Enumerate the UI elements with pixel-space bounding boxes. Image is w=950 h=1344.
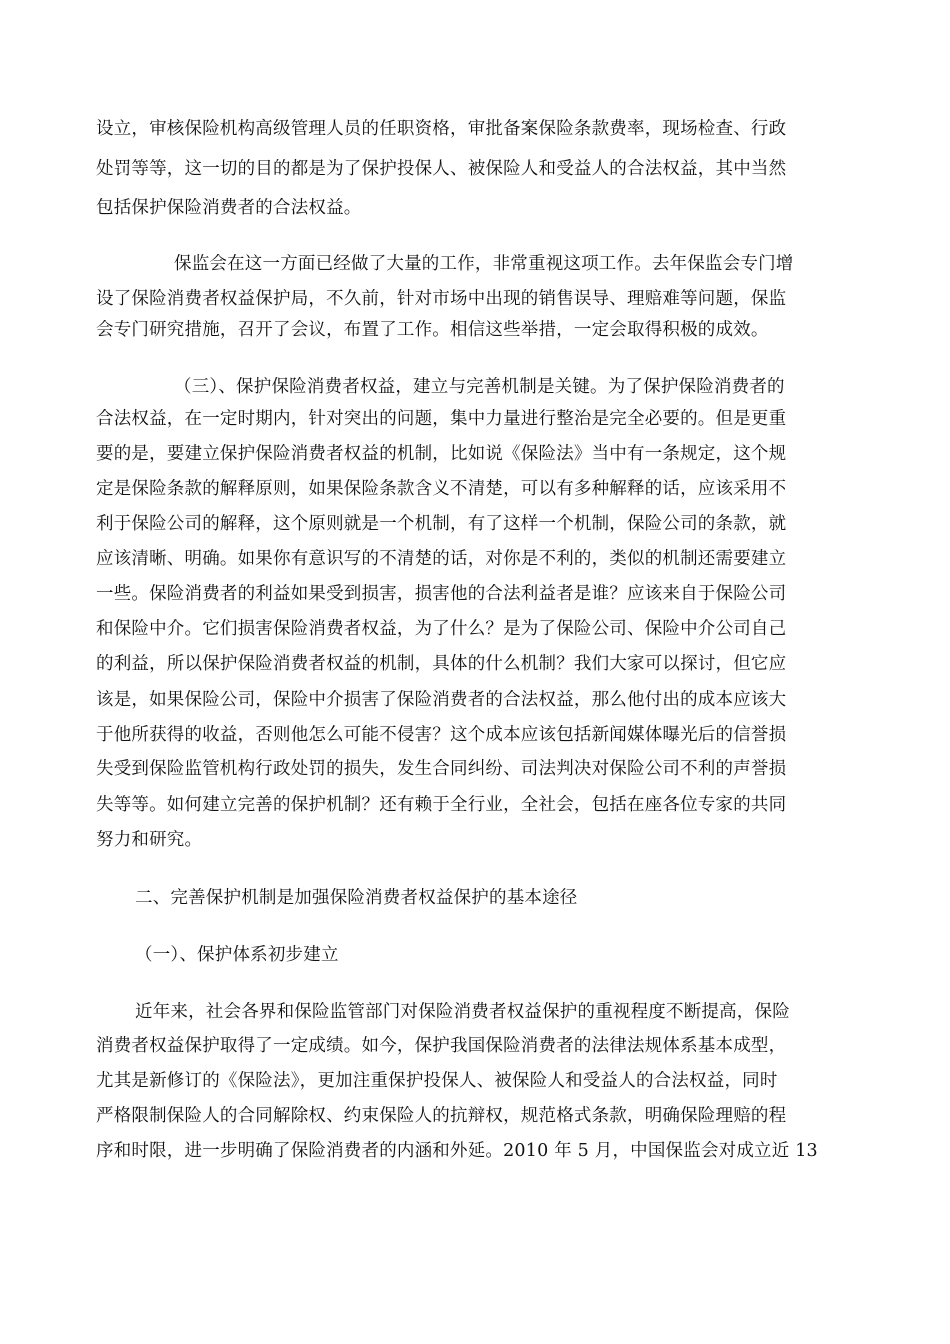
text-line: 利于保险公司的解释，这个原则就是一个机制，有了这样一个机制，保险公司的条款，就 xyxy=(96,514,787,534)
text-line: 处罚等等，这一切的目的都是为了保护投保人、被保险人和受益人的合法权益，其中当然 xyxy=(96,159,787,179)
text-line: 设立，审核保险机构高级管理人员的任职资格，审批备案保险条款费率，现场检查、行政 xyxy=(96,119,787,139)
text-line: 尤其是新修订的《保险法》，更加注重保护投保人、被保险人和受益人的合法权益，同时 xyxy=(96,1071,778,1091)
text-line: 的利益，所以保护保险消费者权益的机制，具体的什么机制？我们大家可以探讨，但它应 xyxy=(96,654,787,674)
text-line: 严格限制保险人的合同解除权、约束保险人的抗辩权，规范格式条款，明确保险理赔的程 xyxy=(96,1106,787,1126)
text-line: 和保险中介。它们损害保险消费者权益，为了什么？是为了保险公司、保险中介公司自己 xyxy=(96,619,787,639)
text-line: 会专门研究措施，召开了会议，布置了工作。相信这些举措，一定会取得积极的成效。 xyxy=(96,320,769,340)
text-line: 消费者权益保护取得了一定成绩。如今，保护我国保险消费者的法律法规体系基本成型， xyxy=(96,1036,787,1056)
text-line: 保监会在这一方面已经做了大量的工作，非常重视这项工作。去年保监会专门增 xyxy=(174,254,794,274)
text-line: 近年来，社会各界和保险监管部门对保险消费者权益保护的重视程度不断提高，保险 xyxy=(135,1002,790,1022)
text-line: 一些。保险消费者的利益如果受到损害，损害他的合法利益者是谁？应该来自于保险公司 xyxy=(96,584,787,604)
text-line: 于他所获得的收益，否则他怎么可能不侵害？这个成本应该包括新闻媒体曝光后的信誉损 xyxy=(96,725,787,745)
text-line: （三）、保护保险消费者权益，建立与完善机制是关键。为了保护保险消费者的 xyxy=(174,377,785,397)
text-line: 序和时限，进一步明确了保险消费者的内涵和外延。2010 年 5 月，中国保监会对成立近 13 xyxy=(96,1141,818,1161)
text-line: 应该清晰、明确。如果你有意识写的不清楚的话，对你是不利的，类似的机制还需要建立 xyxy=(96,549,787,569)
text-line: 该是，如果保险公司，保险中介损害了保险消费者的合法权益，那么他付出的成本应该大 xyxy=(96,690,787,710)
text-line: 失等等。如何建立完善的保护机制？还有赖于全行业，全社会，包括在座各位专家的共同 xyxy=(96,795,787,815)
text-line: 包括保护保险消费者的合法权益。 xyxy=(96,198,362,218)
text-line: 合法权益，在一定时期内，针对突出的问题，集中力量进行整治是完全必要的。但是更重 xyxy=(96,409,787,429)
text-line: 努力和研究。 xyxy=(96,830,203,850)
text-line: 定是保险条款的解释原则，如果保险条款含义不清楚，可以有多种解释的话，应该采用不 xyxy=(96,479,787,499)
section-heading: 二、完善保护机制是加强保险消费者权益保护的基本途径 xyxy=(135,888,578,908)
text-line: 设了保险消费者权益保护局，不久前，针对市场中出现的销售误导、理赔难等问题，保监 xyxy=(96,289,787,309)
subsection-heading: （一）、保护体系初步建立 xyxy=(135,945,339,965)
text-line: 失受到保险监管机构行政处罚的损失，发生合同纠纷、司法判决对保险公司不利的声誉损 xyxy=(96,759,787,779)
text-line: 要的是，要建立保护保险消费者权益的机制，比如说《保险法》当中有一条规定，这个规 xyxy=(96,444,787,464)
